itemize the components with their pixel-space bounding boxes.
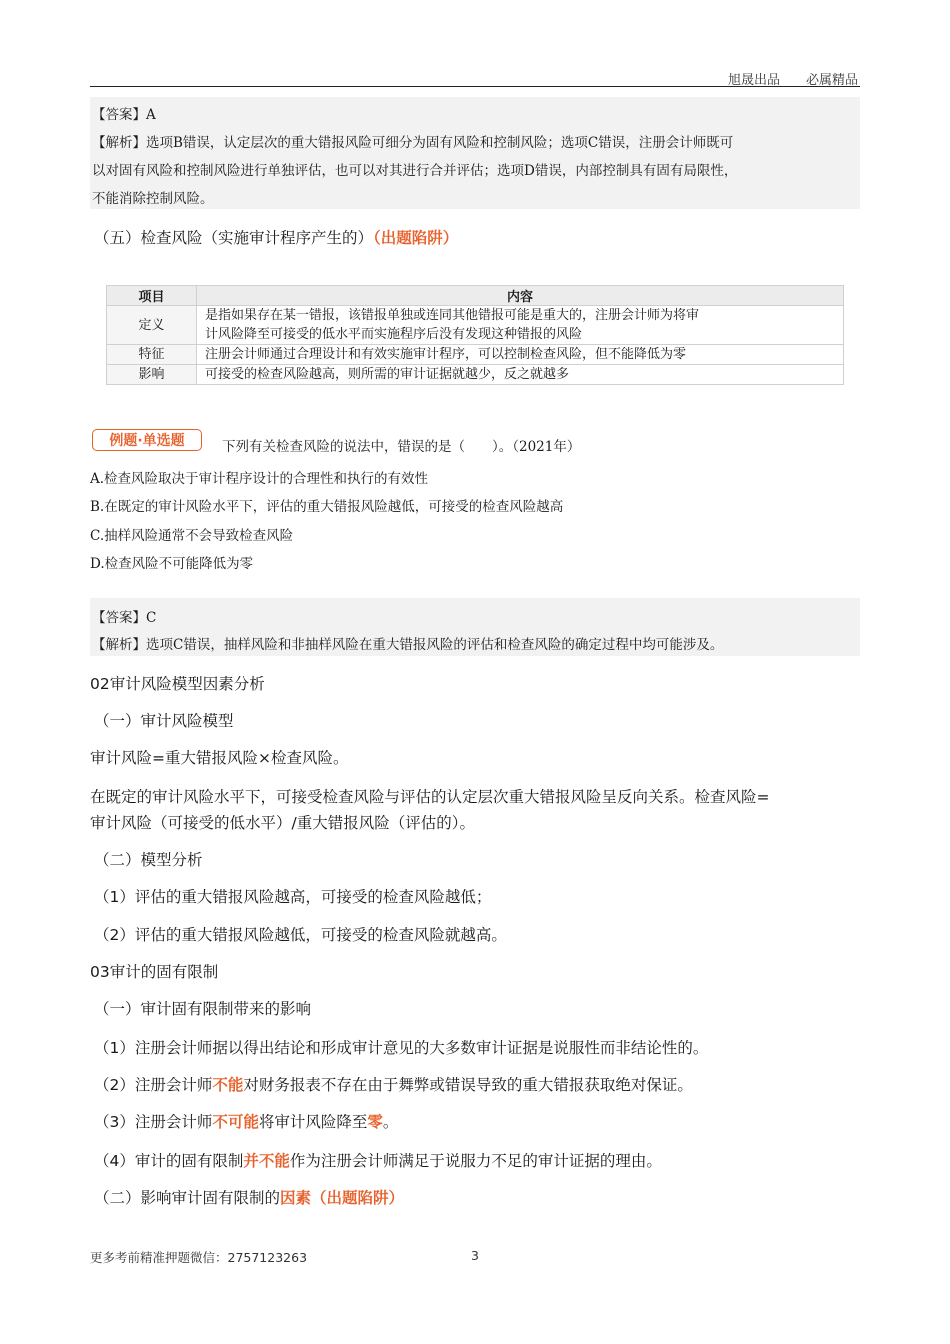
answer-box-1 bbox=[90, 97, 860, 209]
table-row-label: 影响 bbox=[107, 365, 197, 385]
option-c: C.抽样风险通常不会导致检查风险 bbox=[90, 528, 294, 544]
emphasis: 不可能 bbox=[212, 1113, 259, 1131]
section-heading-02: 02审计风险模型因素分析 bbox=[90, 675, 265, 693]
emphasis: 不能 bbox=[212, 1076, 244, 1094]
table-header: 内容 bbox=[197, 286, 844, 306]
list-item: （1）注册会计师据以得出结论和形成审计意见的大多数审计证据是说服性而非结论性的。 bbox=[94, 1039, 709, 1057]
table-header: 项目 bbox=[107, 286, 197, 306]
table-cell: 可接受的检查风险越高，则所需的审计证据就越少，反之就越多 bbox=[197, 365, 844, 385]
detection-risk-table bbox=[106, 285, 844, 385]
list-item: （3）注册会计师不可能将审计风险降至零。 bbox=[94, 1113, 399, 1131]
emphasis: 并不能 bbox=[243, 1152, 290, 1170]
answer-label: 【答案】C bbox=[92, 610, 157, 626]
table-row bbox=[107, 365, 844, 385]
emphasis: 零 bbox=[367, 1113, 383, 1131]
list-item: （2）评估的重大错报风险越低，可接受的检查风险就越高。 bbox=[94, 926, 507, 944]
subsection-title: （二）模型分析 bbox=[94, 851, 203, 869]
header-left-label: 旭晟出品 bbox=[727, 73, 780, 88]
page-number: 3 bbox=[471, 1248, 479, 1263]
section-title: （五）检查风险（实施审计程序产生的）（出题陷阱） bbox=[94, 229, 459, 247]
table-cell: 注册会计师通过合理设计和有效实施审计程序，可以控制检查风险，但不能降低为零 bbox=[197, 345, 844, 365]
list-item: （1）评估的重大错报风险越高，可接受的检查风险越低； bbox=[94, 888, 492, 906]
option-a: A.检查风险取决于审计程序设计的合理性和执行的有效性 bbox=[90, 471, 429, 487]
emphasis: 因素（出题陷阱） bbox=[280, 1189, 405, 1207]
table-row bbox=[107, 345, 844, 365]
table-cell: 是指如果存在某一错报，该错报单独或连同其他错报可能是重大的，注册会计师为将审 计风险降至可接受的低水平而实施程序后没有发现这种错报的风险 bbox=[197, 306, 844, 345]
analysis-line: 【解析】选项C错误，抽样风险和非抽样风险在重大错报风险的评估和检查风险的确定过程中均可能涉及。 bbox=[92, 637, 724, 653]
table-row bbox=[107, 306, 844, 345]
table-row-label: 特征 bbox=[107, 345, 197, 365]
table-row-label: 定义 bbox=[107, 306, 197, 345]
paragraph: 在既定的审计风险水平下，可接受检查风险与评估的认定层次重大错报风险呈反向关系。检查风险= bbox=[90, 788, 770, 806]
example-tag: 例题·单选题 bbox=[92, 429, 202, 451]
subsection-title: （二）影响审计固有限制的因素（出题陷阱） bbox=[94, 1189, 405, 1207]
paragraph: 审计风险（可接受的低水平）/重大错报风险（评估的）。 bbox=[90, 814, 475, 832]
question-text: 下列有关检查风险的说法中，错误的是（ ）。（2021年） bbox=[222, 439, 581, 455]
list-item: （4）审计的固有限制并不能作为注册会计师满足于说服力不足的审计证据的理由。 bbox=[94, 1152, 662, 1170]
section-heading-03: 03审计的固有限制 bbox=[90, 963, 219, 981]
subsection-title: （一）审计风险模型 bbox=[94, 712, 234, 730]
analysis-line: 【解析】选项B错误，认定层次的重大错报风险可细分为固有风险和控制风险；选项C错误，注册会计师既可 bbox=[92, 135, 734, 151]
subsection-title: （一）审计固有限制带来的影响 bbox=[94, 1000, 312, 1018]
answer-label: 【答案】A bbox=[92, 107, 156, 123]
footer-contact: 更多考前精准押题微信：2757123263 bbox=[90, 1250, 308, 1265]
analysis-line: 以对固有风险和控制风险进行单独评估，也可以对其进行合并评估；选项D错误，内部控制具有固有局限性， bbox=[92, 163, 738, 179]
table-header-row bbox=[107, 286, 844, 306]
header-right-label: 必属精品 bbox=[805, 73, 858, 88]
trap-label: （出题陷阱） bbox=[373, 229, 459, 247]
option-b: B.在既定的审计风险水平下，评估的重大错报风险越低，可接受的检查风险越高 bbox=[90, 499, 564, 515]
analysis-line: 不能消除控制风险。 bbox=[92, 191, 214, 207]
answer-box-2 bbox=[90, 598, 860, 656]
header-divider bbox=[90, 86, 860, 87]
list-item: （2）注册会计师不能对财务报表不存在由于舞弊或错误导致的重大错报获取绝对保证。 bbox=[94, 1076, 693, 1094]
paragraph: 审计风险=重大错报风险×检查风险。 bbox=[90, 749, 349, 767]
option-d: D.检查风险不可能降低为零 bbox=[90, 556, 254, 572]
